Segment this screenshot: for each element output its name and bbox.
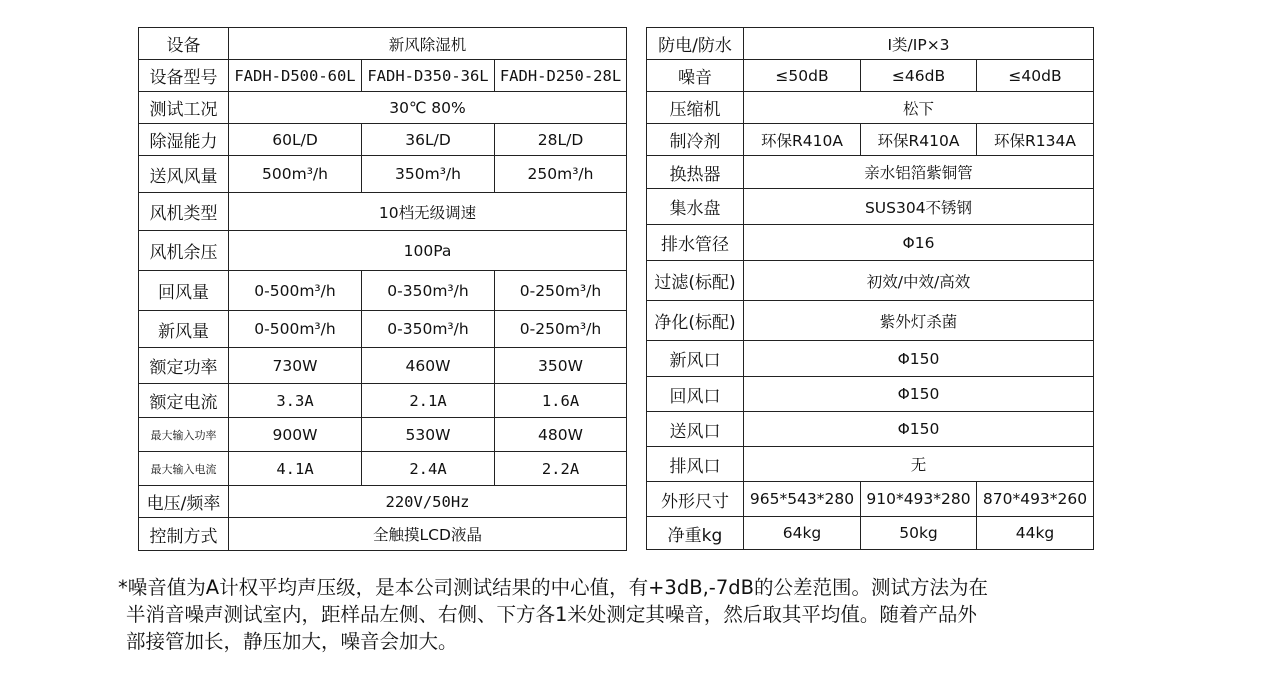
label-fan-type: 风机类型 xyxy=(139,193,229,231)
row-model xyxy=(139,60,627,92)
footnote-line-3: 部接管加长，静压加大，噪音会加大。 xyxy=(126,630,458,653)
value-dimensions-2: 910*493*280 xyxy=(861,482,977,517)
value-fresh-air-1: 0-500m³/h xyxy=(229,311,362,348)
value-net-weight-2: 50kg xyxy=(861,517,977,550)
row-fan-pressure xyxy=(139,231,627,271)
value-dimensions-1: 965*543*280 xyxy=(744,482,861,517)
value-rated-current-3: 1.6A xyxy=(495,384,627,418)
value-net-weight-1: 64kg xyxy=(744,517,861,550)
label-max-input-current: 最大输入电流 xyxy=(139,452,229,486)
row-test-condition xyxy=(139,92,627,124)
value-max-input-current-3: 2.2A xyxy=(495,452,627,486)
footnote-line-1: *噪音值为A计权平均声压级，是本公司测试结果的中心值，有+3dB,-7dB的公差范围。测试方法为在 xyxy=(118,576,988,599)
row-filter xyxy=(647,261,1094,301)
value-test-condition: 30℃ 80% xyxy=(229,92,627,124)
value-refrigerant-3: 环保R134A xyxy=(977,124,1094,156)
label-return-air-port: 回风口 xyxy=(647,377,744,412)
row-fresh-air-port xyxy=(647,341,1094,377)
row-purify xyxy=(647,301,1094,341)
row-return-air xyxy=(139,271,627,311)
value-rated-current-1: 3.3A xyxy=(229,384,362,418)
value-exhaust-port: 无 xyxy=(744,447,1094,482)
value-dehumidify-3: 28L/D xyxy=(495,124,627,156)
value-noise-2: ≤46dB xyxy=(861,60,977,92)
value-device: 新风除湿机 xyxy=(229,28,627,60)
value-fan-type: 10档无级调速 xyxy=(229,193,627,231)
value-drain-pipe: Φ16 xyxy=(744,225,1094,261)
row-exhaust-port xyxy=(647,447,1094,482)
label-drip-tray: 集水盘 xyxy=(647,189,744,225)
value-model-3: FADH-D250-28L xyxy=(495,60,627,92)
row-compressor xyxy=(647,92,1094,124)
value-return-air-1: 0-500m³/h xyxy=(229,271,362,311)
value-filter: 初效/中效/高效 xyxy=(744,261,1094,301)
left-spec-table xyxy=(138,27,627,551)
value-rated-current-2: 2.1A xyxy=(362,384,495,418)
label-purify: 净化(标配) xyxy=(647,301,744,341)
value-dehumidify-1: 60L/D xyxy=(229,124,362,156)
label-voltage: 电压/频率 xyxy=(139,486,229,518)
label-model: 设备型号 xyxy=(139,60,229,92)
value-fan-pressure: 100Pa xyxy=(229,231,627,271)
value-fresh-air-port: Φ150 xyxy=(744,341,1094,377)
value-model-2: FADH-D350-36L xyxy=(362,60,495,92)
value-max-input-power-1: 900W xyxy=(229,418,362,452)
label-supply-air: 送风风量 xyxy=(139,156,229,193)
row-fan-type xyxy=(139,193,627,231)
value-voltage: 220V/50Hz xyxy=(229,486,627,518)
row-max-input-power xyxy=(139,418,627,452)
value-refrigerant-1: 环保R410A xyxy=(744,124,861,156)
label-drain-pipe: 排水管径 xyxy=(647,225,744,261)
value-max-input-power-2: 530W xyxy=(362,418,495,452)
label-test-condition: 测试工况 xyxy=(139,92,229,124)
value-compressor: 松下 xyxy=(744,92,1094,124)
label-fresh-air-port: 新风口 xyxy=(647,341,744,377)
row-net-weight xyxy=(647,517,1094,550)
label-fresh-air: 新风量 xyxy=(139,311,229,348)
value-net-weight-3: 44kg xyxy=(977,517,1094,550)
label-fan-pressure: 风机余压 xyxy=(139,231,229,271)
value-rated-power-1: 730W xyxy=(229,348,362,384)
right-spec-table xyxy=(646,27,1094,550)
label-refrigerant: 制冷剂 xyxy=(647,124,744,156)
value-supply-air-1: 500m³/h xyxy=(229,156,362,193)
label-max-input-power: 最大输入功率 xyxy=(139,418,229,452)
value-fresh-air-2: 0-350m³/h xyxy=(362,311,495,348)
noise-footnote xyxy=(118,574,1118,655)
row-drain-pipe xyxy=(647,225,1094,261)
row-protection xyxy=(647,28,1094,60)
value-rated-power-2: 460W xyxy=(362,348,495,384)
row-device xyxy=(139,28,627,60)
row-drip-tray xyxy=(647,189,1094,225)
row-voltage xyxy=(139,486,627,518)
row-rated-power xyxy=(139,348,627,384)
label-noise: 噪音 xyxy=(647,60,744,92)
value-dimensions-3: 870*493*260 xyxy=(977,482,1094,517)
row-return-air-port xyxy=(647,377,1094,412)
value-noise-3: ≤40dB xyxy=(977,60,1094,92)
value-max-input-power-3: 480W xyxy=(495,418,627,452)
value-return-air-3: 0-250m³/h xyxy=(495,271,627,311)
row-dehumidify xyxy=(139,124,627,156)
value-drip-tray: SUS304不锈钢 xyxy=(744,189,1094,225)
value-heat-exchanger: 亲水铝箔紫铜管 xyxy=(744,156,1094,189)
row-dimensions xyxy=(647,482,1094,517)
label-rated-power: 额定功率 xyxy=(139,348,229,384)
value-refrigerant-2: 环保R410A xyxy=(861,124,977,156)
label-return-air: 回风量 xyxy=(139,271,229,311)
label-compressor: 压缩机 xyxy=(647,92,744,124)
value-control: 全触摸LCD液晶 xyxy=(229,518,627,551)
row-refrigerant xyxy=(647,124,1094,156)
value-fresh-air-3: 0-250m³/h xyxy=(495,311,627,348)
row-noise xyxy=(647,60,1094,92)
row-heat-exchanger xyxy=(647,156,1094,189)
value-noise-1: ≤50dB xyxy=(744,60,861,92)
value-protection: I类/IP×3 xyxy=(744,28,1094,60)
value-rated-power-3: 350W xyxy=(495,348,627,384)
label-filter: 过滤(标配) xyxy=(647,261,744,301)
value-supply-air-3: 250m³/h xyxy=(495,156,627,193)
value-supply-air-port: Φ150 xyxy=(744,412,1094,447)
row-control xyxy=(139,518,627,551)
label-rated-current: 额定电流 xyxy=(139,384,229,418)
label-net-weight: 净重kg xyxy=(647,517,744,550)
footnote-line-2: 半消音噪声测试室内，距样品左侧、右侧、下方各1米处测定其噪音，然后取其平均值。随着产品外 xyxy=(126,603,977,626)
row-rated-current xyxy=(139,384,627,418)
label-device: 设备 xyxy=(139,28,229,60)
label-control: 控制方式 xyxy=(139,518,229,551)
value-max-input-current-1: 4.1A xyxy=(229,452,362,486)
value-return-air-2: 0-350m³/h xyxy=(362,271,495,311)
value-model-1: FADH-D500-60L xyxy=(229,60,362,92)
row-supply-air xyxy=(139,156,627,193)
value-dehumidify-2: 36L/D xyxy=(362,124,495,156)
label-dehumidify: 除湿能力 xyxy=(139,124,229,156)
value-supply-air-2: 350m³/h xyxy=(362,156,495,193)
label-heat-exchanger: 换热器 xyxy=(647,156,744,189)
value-max-input-current-2: 2.4A xyxy=(362,452,495,486)
label-protection: 防电/防水 xyxy=(647,28,744,60)
label-dimensions: 外形尺寸 xyxy=(647,482,744,517)
label-supply-air-port: 送风口 xyxy=(647,412,744,447)
row-max-input-current xyxy=(139,452,627,486)
value-purify: 紫外灯杀菌 xyxy=(744,301,1094,341)
row-supply-air-port xyxy=(647,412,1094,447)
row-fresh-air xyxy=(139,311,627,348)
value-return-air-port: Φ150 xyxy=(744,377,1094,412)
label-exhaust-port: 排风口 xyxy=(647,447,744,482)
